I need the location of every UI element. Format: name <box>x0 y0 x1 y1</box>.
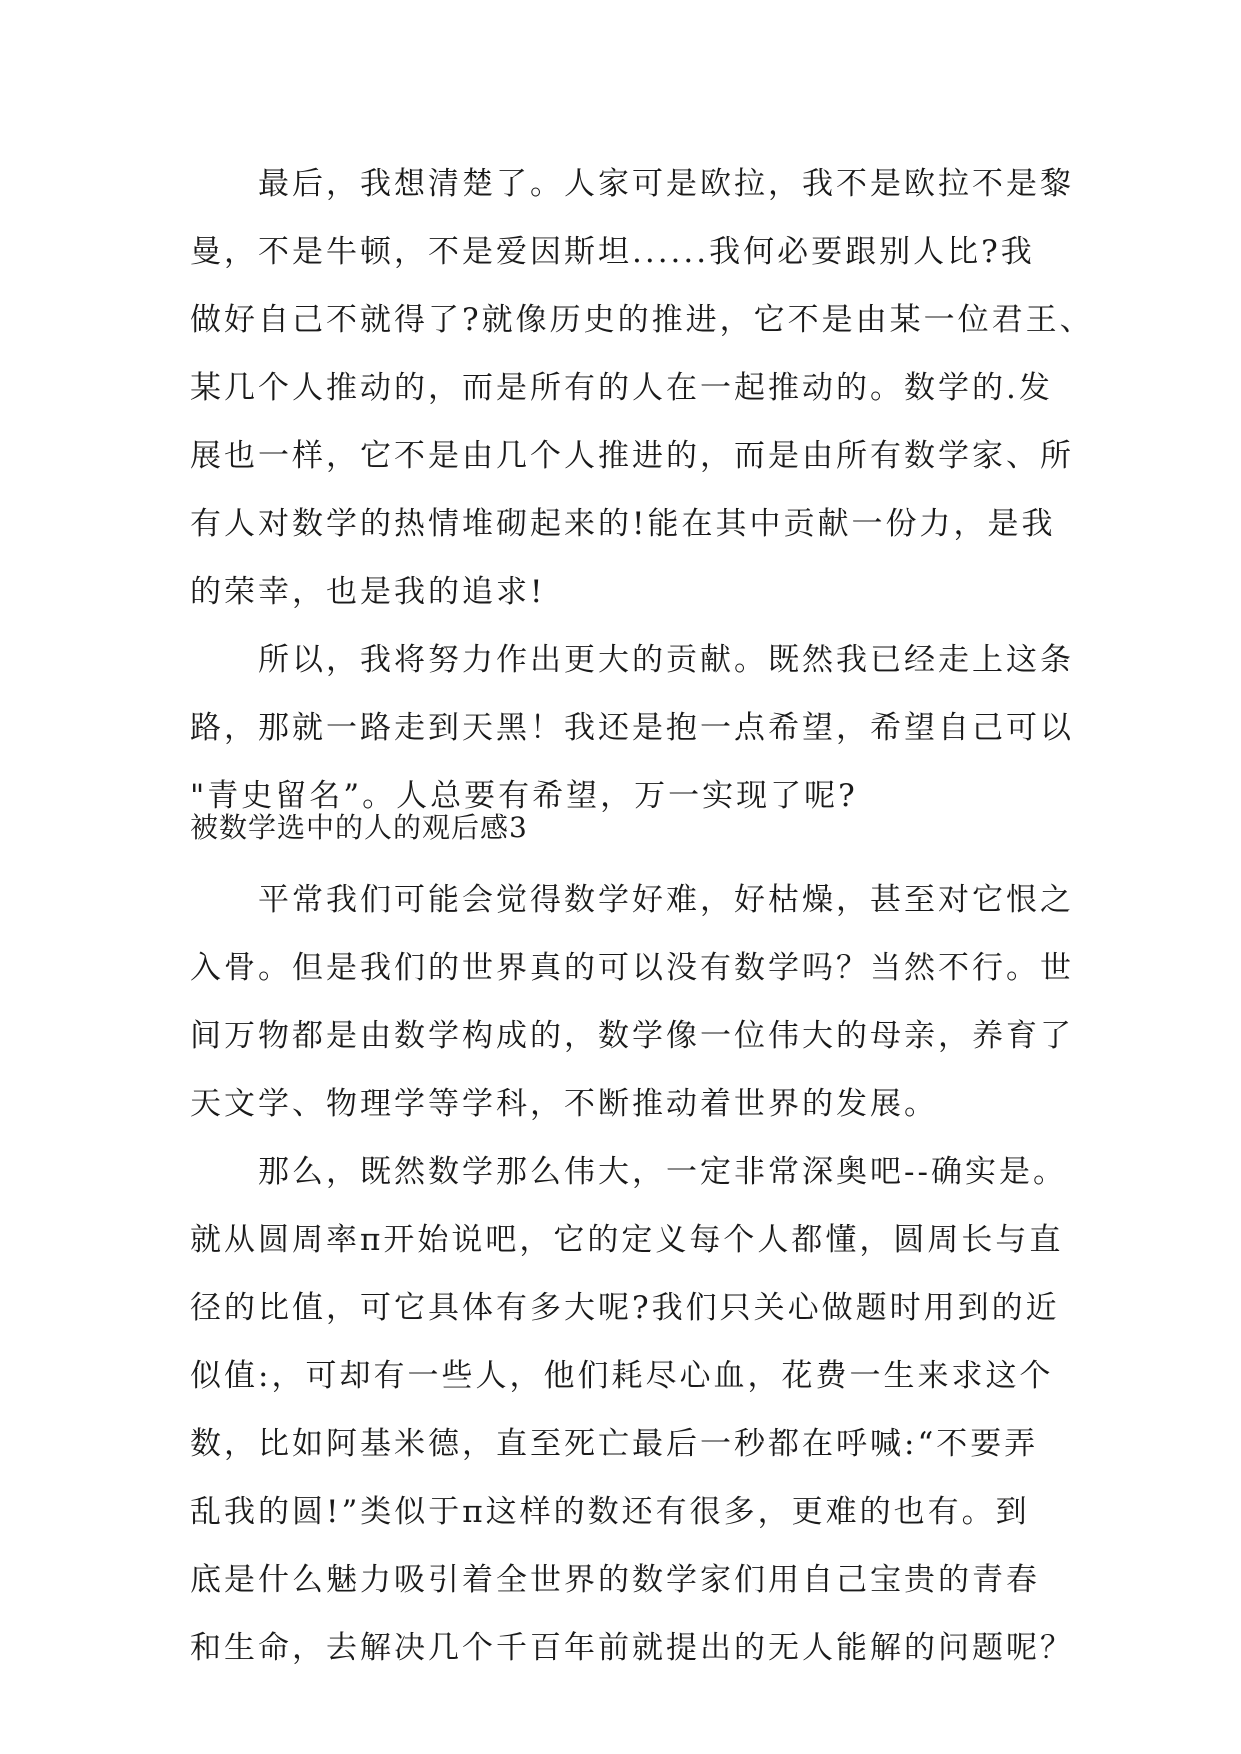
text-line: 某几个人推动的，而是所有的人在一起推动的。数学的.发 <box>190 370 1053 406</box>
text-line: 径的比值，可它具体有多大呢?我们只关心做题时用到的近 <box>190 1290 1060 1326</box>
section-heading: 被数学选中的人的观后感3 <box>190 811 528 844</box>
text-line: 那么，既然数学那么伟大，一定非常深奥吧--确实是。 <box>190 1154 1067 1190</box>
text-line: 做好自己不就得了?就像历史的推进，它不是由某一位君王、 <box>190 302 1094 338</box>
text-line: "青史留名”。人总要有希望，万一实现了呢? <box>190 778 858 814</box>
section-essay-3 <box>190 866 1074 1682</box>
text-line: 曼，不是牛顿，不是爱因斯坦......我何必要跟别人比?我 <box>190 234 1035 270</box>
section-previous-paragraphs <box>190 150 1094 830</box>
text-line: 所以，我将努力作出更大的贡献。既然我已经走上这条 <box>190 642 1074 678</box>
text-line: 有人对数学的热情堆砌起来的!能在其中贡献一份力，是我 <box>190 506 1056 542</box>
text-line: 数，比如阿基米德，直至死亡最后一秒都在呼喊:“不要弄 <box>190 1426 1039 1462</box>
text-line: 和生命，去解决几个千百年前就提出的无人能解的问题呢？ <box>190 1630 1074 1666</box>
text-line: 展也一样，它不是由几个人推进的，而是由所有数学家、所 <box>190 438 1074 474</box>
text-line: 底是什么魅力吸引着全世界的数学家们用自己宝贵的青春 <box>190 1562 1040 1598</box>
text-line: 路，那就一路走到天黑！我还是抱一点希望，希望自己可以 <box>190 710 1074 746</box>
text-line: 乱我的圆!”类似于π这样的数还有很多，更难的也有。到 <box>190 1494 1030 1530</box>
text-line: 平常我们可能会觉得数学好难，好枯燥，甚至对它恨之 <box>190 882 1074 918</box>
text-line: 就从圆周率π开始说吧，它的定义每个人都懂，圆周长与直 <box>190 1222 1064 1258</box>
text-line: 入骨。但是我们的世界真的可以没有数学吗？当然不行。世 <box>190 950 1074 986</box>
text-line: 的荣幸，也是我的追求! <box>190 574 546 610</box>
text-line: 似值:，可却有一些人，他们耗尽心血，花费一生来求这个 <box>190 1358 1054 1394</box>
text-line: 间万物都是由数学构成的，数学像一位伟大的母亲，养育了 <box>190 1018 1074 1054</box>
text-line: 天文学、物理学等学科，不断推动着世界的发展。 <box>190 1086 938 1122</box>
text-line: 最后，我想清楚了。人家可是欧拉，我不是欧拉不是黎 <box>190 166 1074 202</box>
